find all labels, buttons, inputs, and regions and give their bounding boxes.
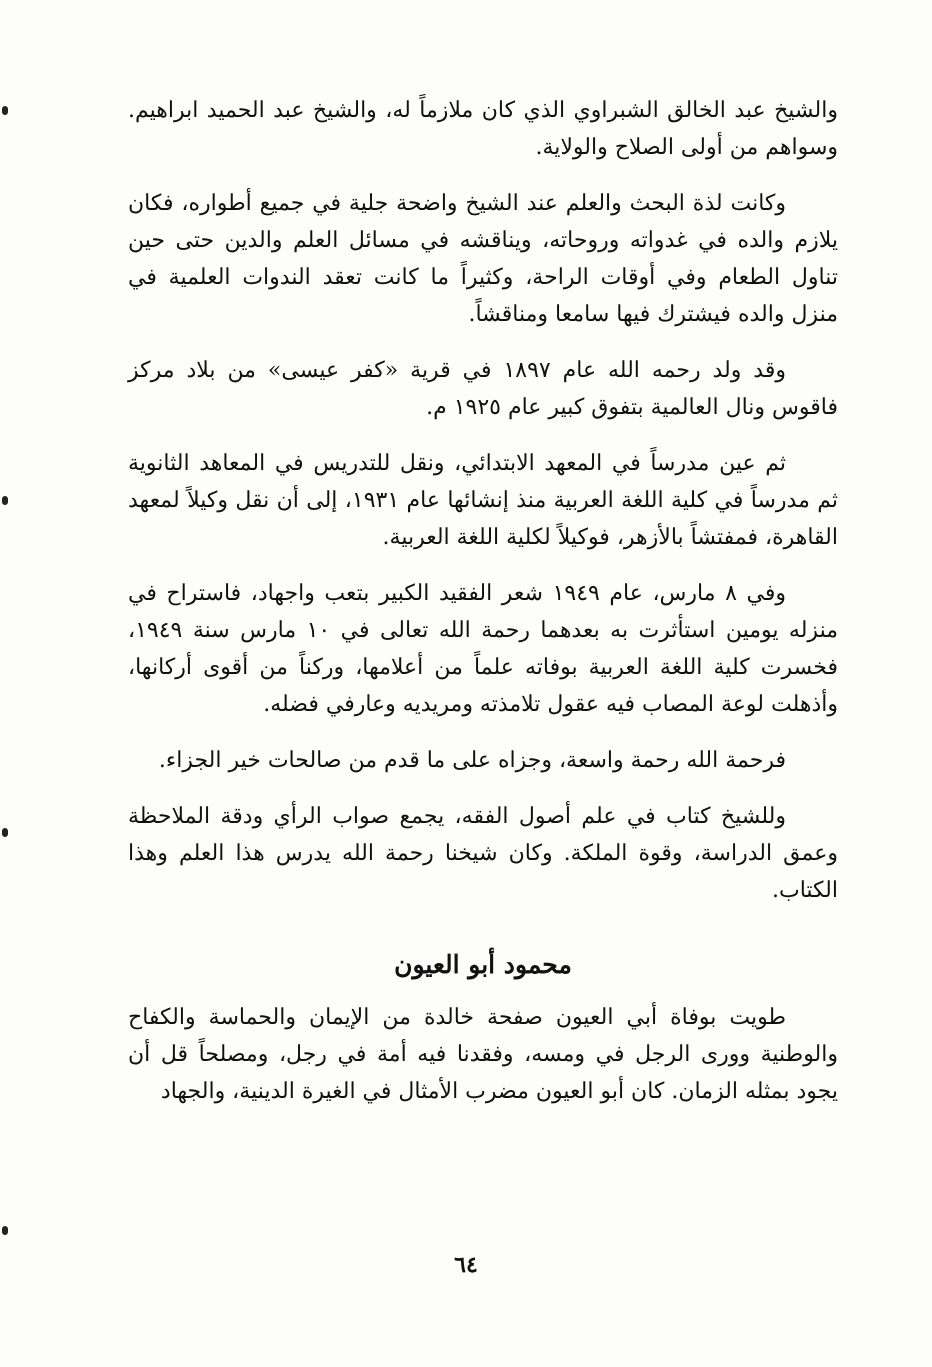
paragraph-5: وفي ٨ مارس، عام ١٩٤٩ شعر الفقيد الكبير بتعب واجهاد، فاستراح في منزله يومين استأثرت به بعدهما رحمة الله تعالى في ١٠ مارس سنة ١٩٤٩، فخسرت كلية اللغة العربية بوفاته علماً من أعلامها، وركناً من أقوى أركانها، وأذهلت لوعة المصاب فيه عقول تلامذته ومريديه وعارفي فضله.: [128, 581, 838, 717]
paragraph-7: وللشيخ كتاب في علم أصول الفقه، يجمع صواب الرأي ودقة الملاحظة وعمق الدراسة، وقوة الملكة. وكان شيخنا رحمة الله يدرس هذا العلم وهذا الكتاب.: [128, 804, 838, 903]
paragraph-3: وقد ولد رحمه الله عام ١٨٩٧ في قرية «كفر عيسى» من بلاد مركز فاقوس ونال العالمية بتفوق كبير عام ١٩٢٥ م.: [128, 358, 838, 420]
page-number: ٦٤: [454, 1252, 478, 1278]
binding-mark: [2, 496, 8, 505]
binding-mark: [2, 1226, 8, 1235]
body-text: [128, 92, 838, 1129]
binding-mark: [2, 106, 8, 115]
section-paragraph: طويت بوفاة أبي العيون صفحة خالدة من الإيمان والحماسة والكفاح والوطنية وورى الرجل في ومسه، وفقدنا فيه أمة في رجل، ومصلحاً قل أن يجود بمثله الزمان. كان أبو العيون مضرب الأمثال في الغيرة الدينية، والجهاد: [128, 1005, 838, 1104]
paragraph-6: فرحمة الله رحمة واسعة، وجزاه على ما قدم من صالحات خير الجزاء.: [158, 748, 786, 773]
section-heading: محمود أبو العيون: [394, 950, 572, 979]
binding-mark: [2, 828, 8, 837]
paragraph-4: ثم عين مدرساً في المعهد الابتدائي، ونقل للتدريس في المعاهد الثانوية ثم مدرساً في كلية اللغة العربية منذ إنشائها عام ١٩٣١، إلى أن نقل وكيلاً لمعهد القاهرة، فمفتشاً بالأزهر، فوكيلاً لكلية اللغة العربية.: [128, 451, 838, 550]
paragraph-2: وكانت لذة البحث والعلم عند الشيخ واضحة جلية في جميع أطواره، فكان يلازم والده في غدواته وروحاته، ويناقشه في مسائل العلم والدين حتى حين تناول الطعام وفي أوقات الراحة، وكثيراً ما كانت تعقد الندوات العلمية في منزل والده فيشترك فيها سامعا ومناقشاً.: [128, 191, 838, 327]
paragraph-1: والشيخ عبد الخالق الشبراوي الذي كان ملازماً له، والشيخ عبد الحميد ابراهيم. وسواهم من أولى الصلاح والولاية.: [128, 98, 838, 160]
